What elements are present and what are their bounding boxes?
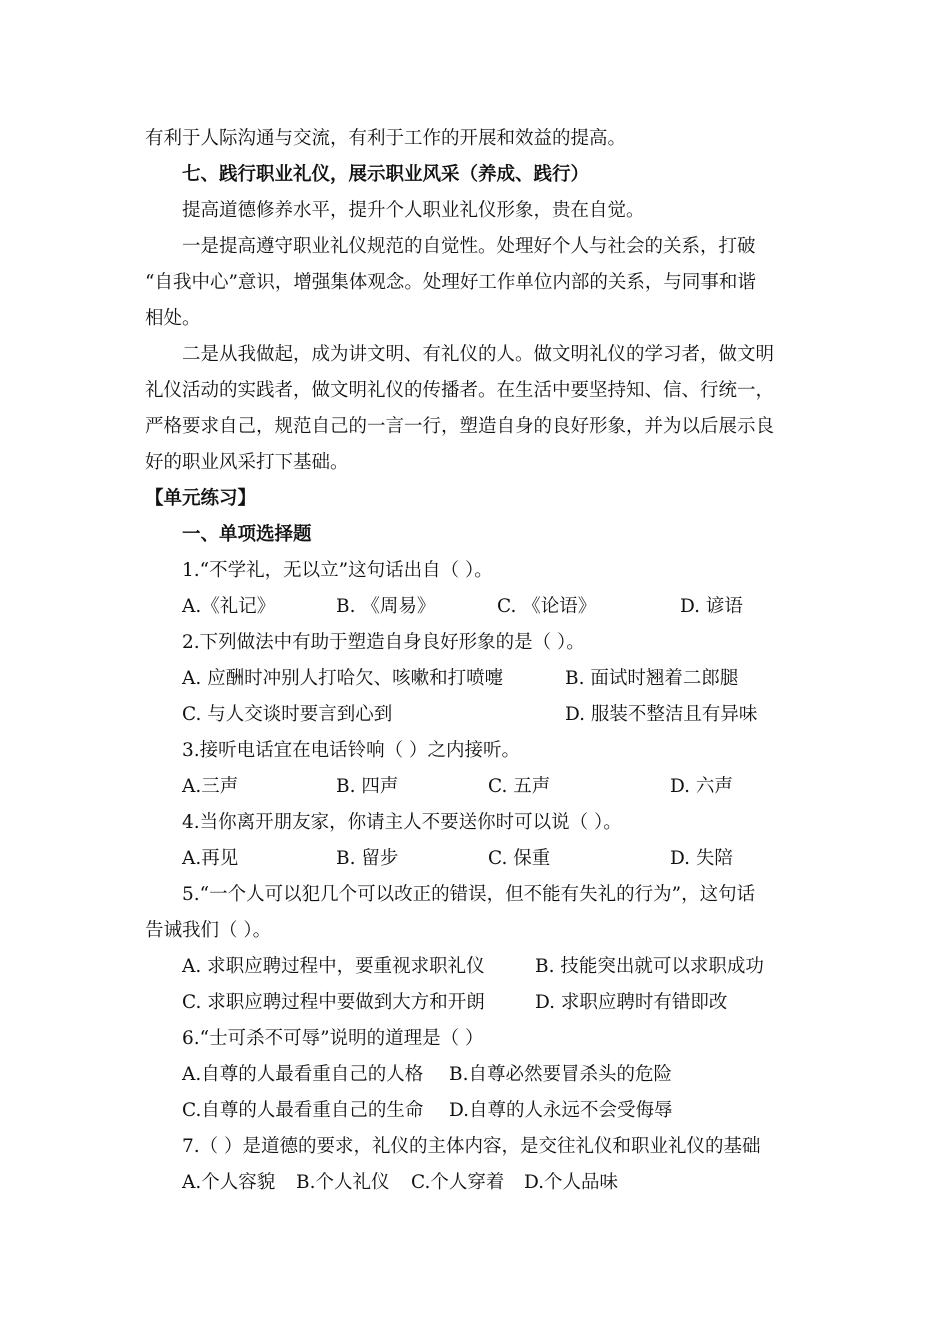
section-title: 一、单项选择题 <box>182 524 312 545</box>
paragraph-line: 有利于人际沟通与交流，有利于工作的开展和效益的提高。 <box>145 128 627 149</box>
option-c: C. 五声 <box>488 776 551 797</box>
paragraph-line: 提高道德修养水平，提升个人职业礼仪形象，贵在自觉。 <box>182 200 645 221</box>
question-stem-continued: 告诫我们（ ）。 <box>145 920 272 941</box>
option-b: B.自尊必然要冒杀头的危险 <box>449 1064 672 1085</box>
option-a: A. 应酬时冲别人打哈欠、咳嗽和打喷嚏 <box>182 668 504 689</box>
paragraph-line: 二是从我做起，成为讲文明、有礼仪的人。做文明礼仪的学习者，做文明 <box>182 344 775 365</box>
option-c: C. 求职应聘过程中要做到大方和开朗 <box>182 992 485 1013</box>
option-a: A. 求职应聘过程中，要重视求职礼仪 <box>182 956 485 977</box>
question-stem: 5.“一个人可以犯几个可以改正的错误，但不能有失礼的行为”，这句话 <box>182 884 756 905</box>
option-d: D.个人品味 <box>524 1172 619 1193</box>
section-heading: 七、践行职业礼仪，展示职业风采（养成、践行） <box>182 164 590 185</box>
option-a: A.三声 <box>182 776 239 797</box>
paragraph-line: 严格要求自己，规范自己的一言一行，塑造自身的良好形象，并为以后展示良 <box>145 416 775 437</box>
question-stem: 6.“士可杀不可辱”说明的道理是（ ） <box>182 1028 484 1049</box>
paragraph-line: 相处。 <box>145 308 201 329</box>
option-c: C. 保重 <box>488 848 551 869</box>
option-b: B.个人礼仪 <box>296 1172 390 1193</box>
option-a: A.《礼记》 <box>182 596 276 617</box>
option-c: C.个人穿着 <box>411 1172 505 1193</box>
option-c: C.自尊的人最看重自己的生命 <box>182 1100 424 1121</box>
question-stem: 2.下列做法中有助于塑造自身良好形象的是（ ）。 <box>182 632 585 653</box>
paragraph-line: 礼仪活动的实践者，做文明礼仪的传播者。在生活中要坚持知、信、行统一， <box>145 380 775 401</box>
option-d: D.自尊的人永远不会受侮辱 <box>449 1100 673 1121</box>
option-b: B. 《周易》 <box>336 596 436 617</box>
option-b: B. 技能突出就可以求职成功 <box>535 956 764 977</box>
option-b: B. 留步 <box>336 848 399 869</box>
paragraph-line: 一是提高遵守职业礼仪规范的自觉性。处理好个人与社会的关系，打破 <box>182 236 756 257</box>
question-stem: 1.“不学礼，无以立”这句话出自（ ）。 <box>182 560 493 581</box>
option-a: A.再见 <box>182 848 239 869</box>
option-d: D. 服装不整洁且有异味 <box>565 704 758 725</box>
option-d: D. 六声 <box>670 776 733 797</box>
question-stem: 4.当你离开朋友家，你请主人不要送你时可以说（ ）。 <box>182 812 622 833</box>
option-c: C. 与人交谈时要言到心到 <box>182 704 393 725</box>
option-a: A.自尊的人最看重自己的人格 <box>182 1064 424 1085</box>
option-b: B. 四声 <box>336 776 399 797</box>
option-d: D. 失陪 <box>670 848 733 869</box>
unit-title: 【单元练习】 <box>145 488 257 509</box>
option-d: D. 求职应聘时有错即改 <box>535 992 728 1013</box>
question-stem: 7.（ ）是道德的要求，礼仪的主体内容，是交往礼仪和职业礼仪的基础 <box>182 1136 761 1157</box>
paragraph-line: 好的职业风采打下基础。 <box>145 452 349 473</box>
option-c: C. 《论语》 <box>497 596 597 617</box>
option-d: D. 谚语 <box>680 596 743 617</box>
option-b: B. 面试时翘着二郎腿 <box>565 668 739 689</box>
question-stem: 3.接听电话宜在电话铃响（ ）之内接听。 <box>182 740 521 761</box>
option-a: A.个人容貌 <box>182 1172 276 1193</box>
paragraph-line: “自我中心”意识，增强集体观念。处理好工作单位内部的关系，与同事和谐 <box>145 272 756 293</box>
